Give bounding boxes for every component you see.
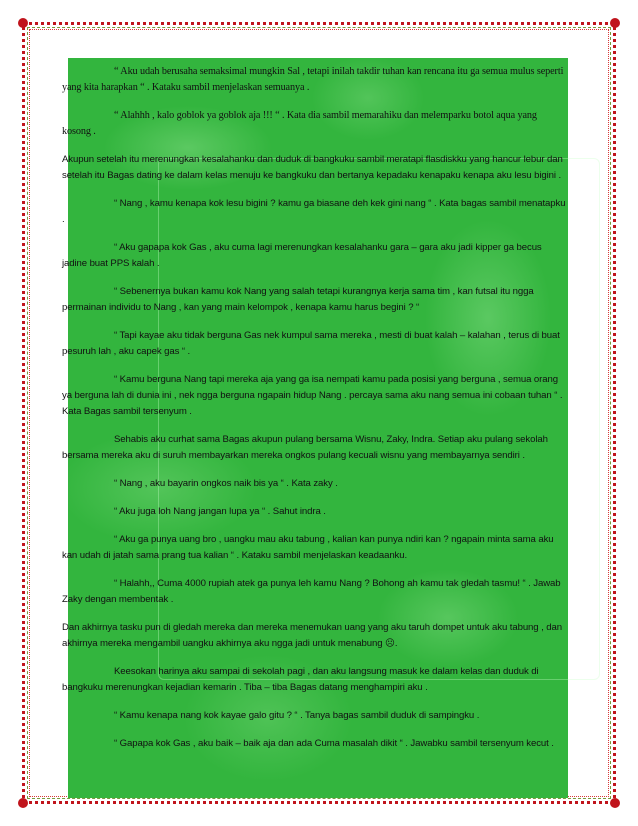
paragraph: “ Kamu kenapa nang kok kayae galo gitu ? “ . Tanya bagas sambil duduk di sampingku . (114, 710, 480, 721)
paragraph: “ Nang , aku bayarin ongkos naik bis ya “ . Kata zaky . (114, 478, 338, 489)
paragraph: Sehabis aku curhat sama Bagas akupun pulang bersama Wisnu, Zaky, Indra. Setiap aku pulang sekolah bersama mereka aku di suruh membayarkan mereka ongkos pulang kecuali wisnu yang membayarnya sendiri . (62, 434, 548, 461)
paragraph: “ Sebenernya bukan kamu kok Nang yang salah tetapi kurangnya kerja sama tim , kan futsal itu ngga permainan individu to Nang , kan yang main kelompok , kenapa kamu harus begini ? “ (62, 286, 534, 313)
paragraph: “ Gapapa kok Gas , aku baik – baik aja dan ada Cuma masalah dikit “ . Jawabku sambil tersenyum kecut . (114, 738, 554, 749)
paragraph: “ Aku gapapa kok Gas , aku cuma lagi merenungkan kesalahanku gara – gara aku jadi kipper ga becus jadine buat PPS kalah . (62, 242, 542, 269)
paragraph: Akupun setelah itu merenungkan kesalahanku dan duduk di bangkuku sambil meratapi flasdiskku yang hancur lebur dan setelah itu Bagas dating ke dalam kelas menuju ke bangkuku dan bertanya kepadaku kenapaku kenapa aku lesu bigini . (62, 154, 563, 181)
paragraph: “ Tapi kayae aku tidak berguna Gas nek kumpul sama mereka , mesti di buat kalah – kalahan , terus di buat pesuruh lah , aku capek gas “ . (62, 330, 560, 357)
border-corner-ornament (610, 18, 620, 28)
paragraph: Dan akhirnya tasku pun di gledah mereka dan mereka menemukan uang yang aku taruh dompet untuk aku tabung , dan akhirnya mereka mengambil uangku akhirnya aku ngga jadi untuk menabung ☹. (62, 622, 562, 649)
paragraph: “ Aku udah berusaha semaksimal mungkin Sal , tetapi inilah takdir tuhan kan rencana itu ga semua mulus seperti yang kita harapkan “ . Kataku sambil menjelaskan semuanya . (62, 66, 564, 93)
paragraph: “ Alahhh , kalo goblok ya goblok aja !!! “ . Kata dia sambil memarahiku dan melemparku botol aqua yang kosong . (62, 110, 537, 137)
paragraph: “ Aku juga loh Nang jangan lupa ya “ . Sahut indra . (114, 506, 326, 517)
paragraph: “ Halahh,, Cuma 4000 rupiah atek ga punya leh kamu Nang ? Bohong ah kamu tak gledah tasmu! “ . Jawab Zaky dengan membentak . (62, 578, 561, 605)
paragraph: “ Kamu berguna Nang tapi mereka aja yang ga isa nempati kamu pada posisi yang berguna , semua orang ya berguna lah di dunia ini , nek ngga berguna ngapain hidup Nang . percaya sama aku nang semua ini cobaan tuhan “ . Kata Bagas sambil tersenyum . (62, 374, 563, 417)
story-text (62, 64, 568, 764)
paragraph: Keesokan harinya aku sampai di sekolah pagi , dan aku langsung masuk ke dalam kelas dan duduk di bangkuku merenungkan kejadian kemarin . Tiba – tiba Bagas datang menghampiri aku . (62, 666, 539, 693)
border-corner-ornament (18, 798, 28, 808)
border-corner-ornament (18, 18, 28, 28)
border-corner-ornament (610, 798, 620, 808)
paragraph: “ Aku ga punya uang bro , uangku mau aku tabung , kalian kan punya ndiri kan ? ngapain minta sama aku kan udah di jatah sama prang tua kalian “ . Kataku sambil menjelaskan keadaanku. (62, 534, 554, 561)
paragraph: “ Nang , kamu kenapa kok lesu bigini ? kamu ga biasane deh kek gini nang “ . Kata bagas sambil menatapku . (62, 198, 566, 225)
